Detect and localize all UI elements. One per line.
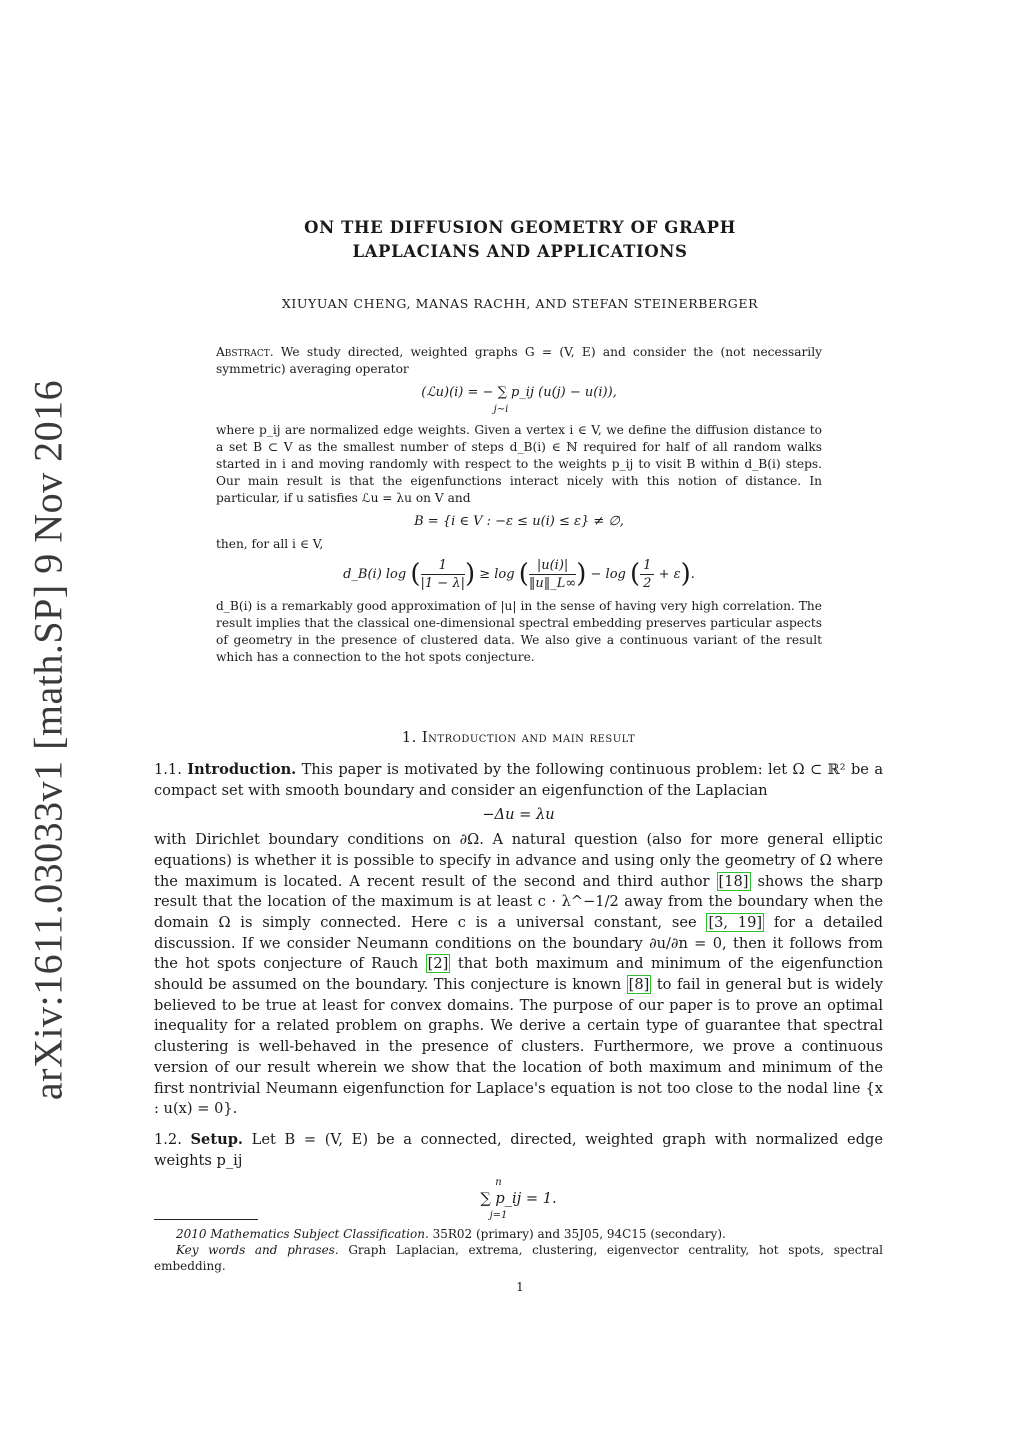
citation-3-19[interactable]: [3, 19]: [708, 913, 763, 931]
abstract-equation-3: d_B(i) log ( $\frac{1}{|1 - \lambda|}$ ) ≥ log ( $\frac{|u(i)|}{‖u‖\_L\infty}$ ) − log ( $\frac{1}{2}$ + ε).: [343, 558, 695, 591]
intro-para-2: with Dirichlet boundary conditions on ∂Ω. A natural question (also for more general elliptic equations) is whether it is possible to specify in advance and using only the geometry of Ω where the maximum is located. A recent result of the second and third author [18] shows the sharp result that the location of the maximum is at least c · λ^−1/2 away from the boundary when the domain Ω is simply connected. Here c is a universal constant, see [3, 19] for a detailed discussion. If we consider Neumann conditions on the boundary ∂u/∂n = 0, then it follows from the hot spots conjecture of Rauch [2] that both maximum and minimum of the eigenfunction should be assumed on the boundary. This conjecture is known [8] to fail in general but is widely believed to be true at least for convex domains. The purpose of our paper is to prove an optimal inequality for a related problem on graphs. We derive a certain type of guarantee that spectral clustering is well-behaved in the presence of clusters. Furthermore, we prove a continuous version of our result wherein we show that the location of both maximum and minimum of the first nontrivial Neumann eigenfunction for Laplace's equation is not too close to the nodal line {x : u(x) = 0}.: [154, 831, 884, 1118]
footnote-msc: 2010 Mathematics Subject Classification. 35R02 (primary) and 35J05, 94C15 (secondary).: [176, 1227, 726, 1241]
footnote-keywords: Key words and phrases. Graph Laplacian, extrema, clustering, eigenvector centrality, hot spots, spectral embedding.: [154, 1243, 883, 1273]
setup-heading: Setup.: [190, 1130, 243, 1148]
introduction: [154, 760, 883, 1222]
footnotes: [154, 1226, 883, 1274]
abstract-equation-2: B = {i ∈ V : −ε ≤ u(i) ≤ ε} ≠ ∅,: [414, 514, 624, 529]
setup-equation: n ∑ p_ij = 1. j=1: [480, 1177, 557, 1222]
setup-heading-number: 1.2.: [154, 1130, 182, 1148]
title-line-1: ON THE DIFFUSION GEOMETRY OF GRAPH: [304, 218, 736, 237]
abstract-intro: We study directed, weighted graphs G = (V, E) and consider the (not necessarily symmetric) averaging operator: [216, 345, 822, 376]
section-number: 1.: [401, 729, 417, 746]
arxiv-id: arXiv:1611.03033v1 [math.SP] 9 Nov 2016: [25, 379, 71, 1101]
eq1-subscript: j∼i: [493, 404, 509, 415]
abstract-equation-1: (ℒu)(i) = − ∑ p_ij (u(j) − u(i)), j∼i: [216, 384, 822, 418]
paper-title: [150, 216, 890, 264]
page-number: 1: [516, 1280, 524, 1294]
title-line-2: LAPLACIANS AND APPLICATIONS: [352, 242, 688, 261]
citation-2[interactable]: [2]: [427, 955, 449, 973]
section-heading: [154, 729, 883, 746]
intro-heading-number: 1.1.: [154, 761, 182, 778]
abstract-para-4: d_B(i) is a remarkably good approximation of |u| in the sense of having very high correlation. The result implies that the classical one-dimensional spectral embedding preserves particular aspects of geometry in the presence of clustered data. We also give a continuous variant of the result which has a connection to the hot spots conjecture.: [216, 599, 822, 664]
intro-equation: −Δu = λu: [482, 806, 555, 824]
intro-para-1: This paper is motivated by the following continuous problem: let Ω ⊂ ℝ² be a compact set with smooth boundary and consider an eigenfunction of the Laplacian: [154, 761, 884, 799]
setup-paragraph: [154, 1130, 883, 1171]
section-title: Introduction and main result: [421, 729, 636, 746]
intro-heading: Introduction.: [187, 761, 297, 778]
abstract-para-3: then, for all i ∈ V,: [216, 537, 324, 551]
footnote-rule: [154, 1219, 258, 1220]
citation-18[interactable]: [18]: [718, 872, 749, 890]
citation-8[interactable]: [8]: [628, 976, 650, 994]
abstract-label: Abstract.: [216, 345, 274, 359]
abstract-para-2: where p_ij are normalized edge weights. Given a vertex i ∈ V, we define the diffusion distance to a set B ⊂ V as the smallest number of steps d_B(i) ∈ ℕ required for half of all random walks started in i and moving randomly with respect to the weights p_ij to visit B within d_B(i) steps. Our main result is that the eigenfunctions interact nicely with this notion of distance. In particular, if u satisfies ℒu = λu on V and: [216, 423, 822, 505]
abstract: [216, 344, 822, 666]
authors: XIUYUAN CHENG, MANAS RACHH, AND STEFAN STEINERBERGER: [281, 296, 759, 311]
setup-para-1: Let B = (V, E) be a connected, directed, weighted graph with normalized edge weights p_ij: [154, 1130, 884, 1169]
